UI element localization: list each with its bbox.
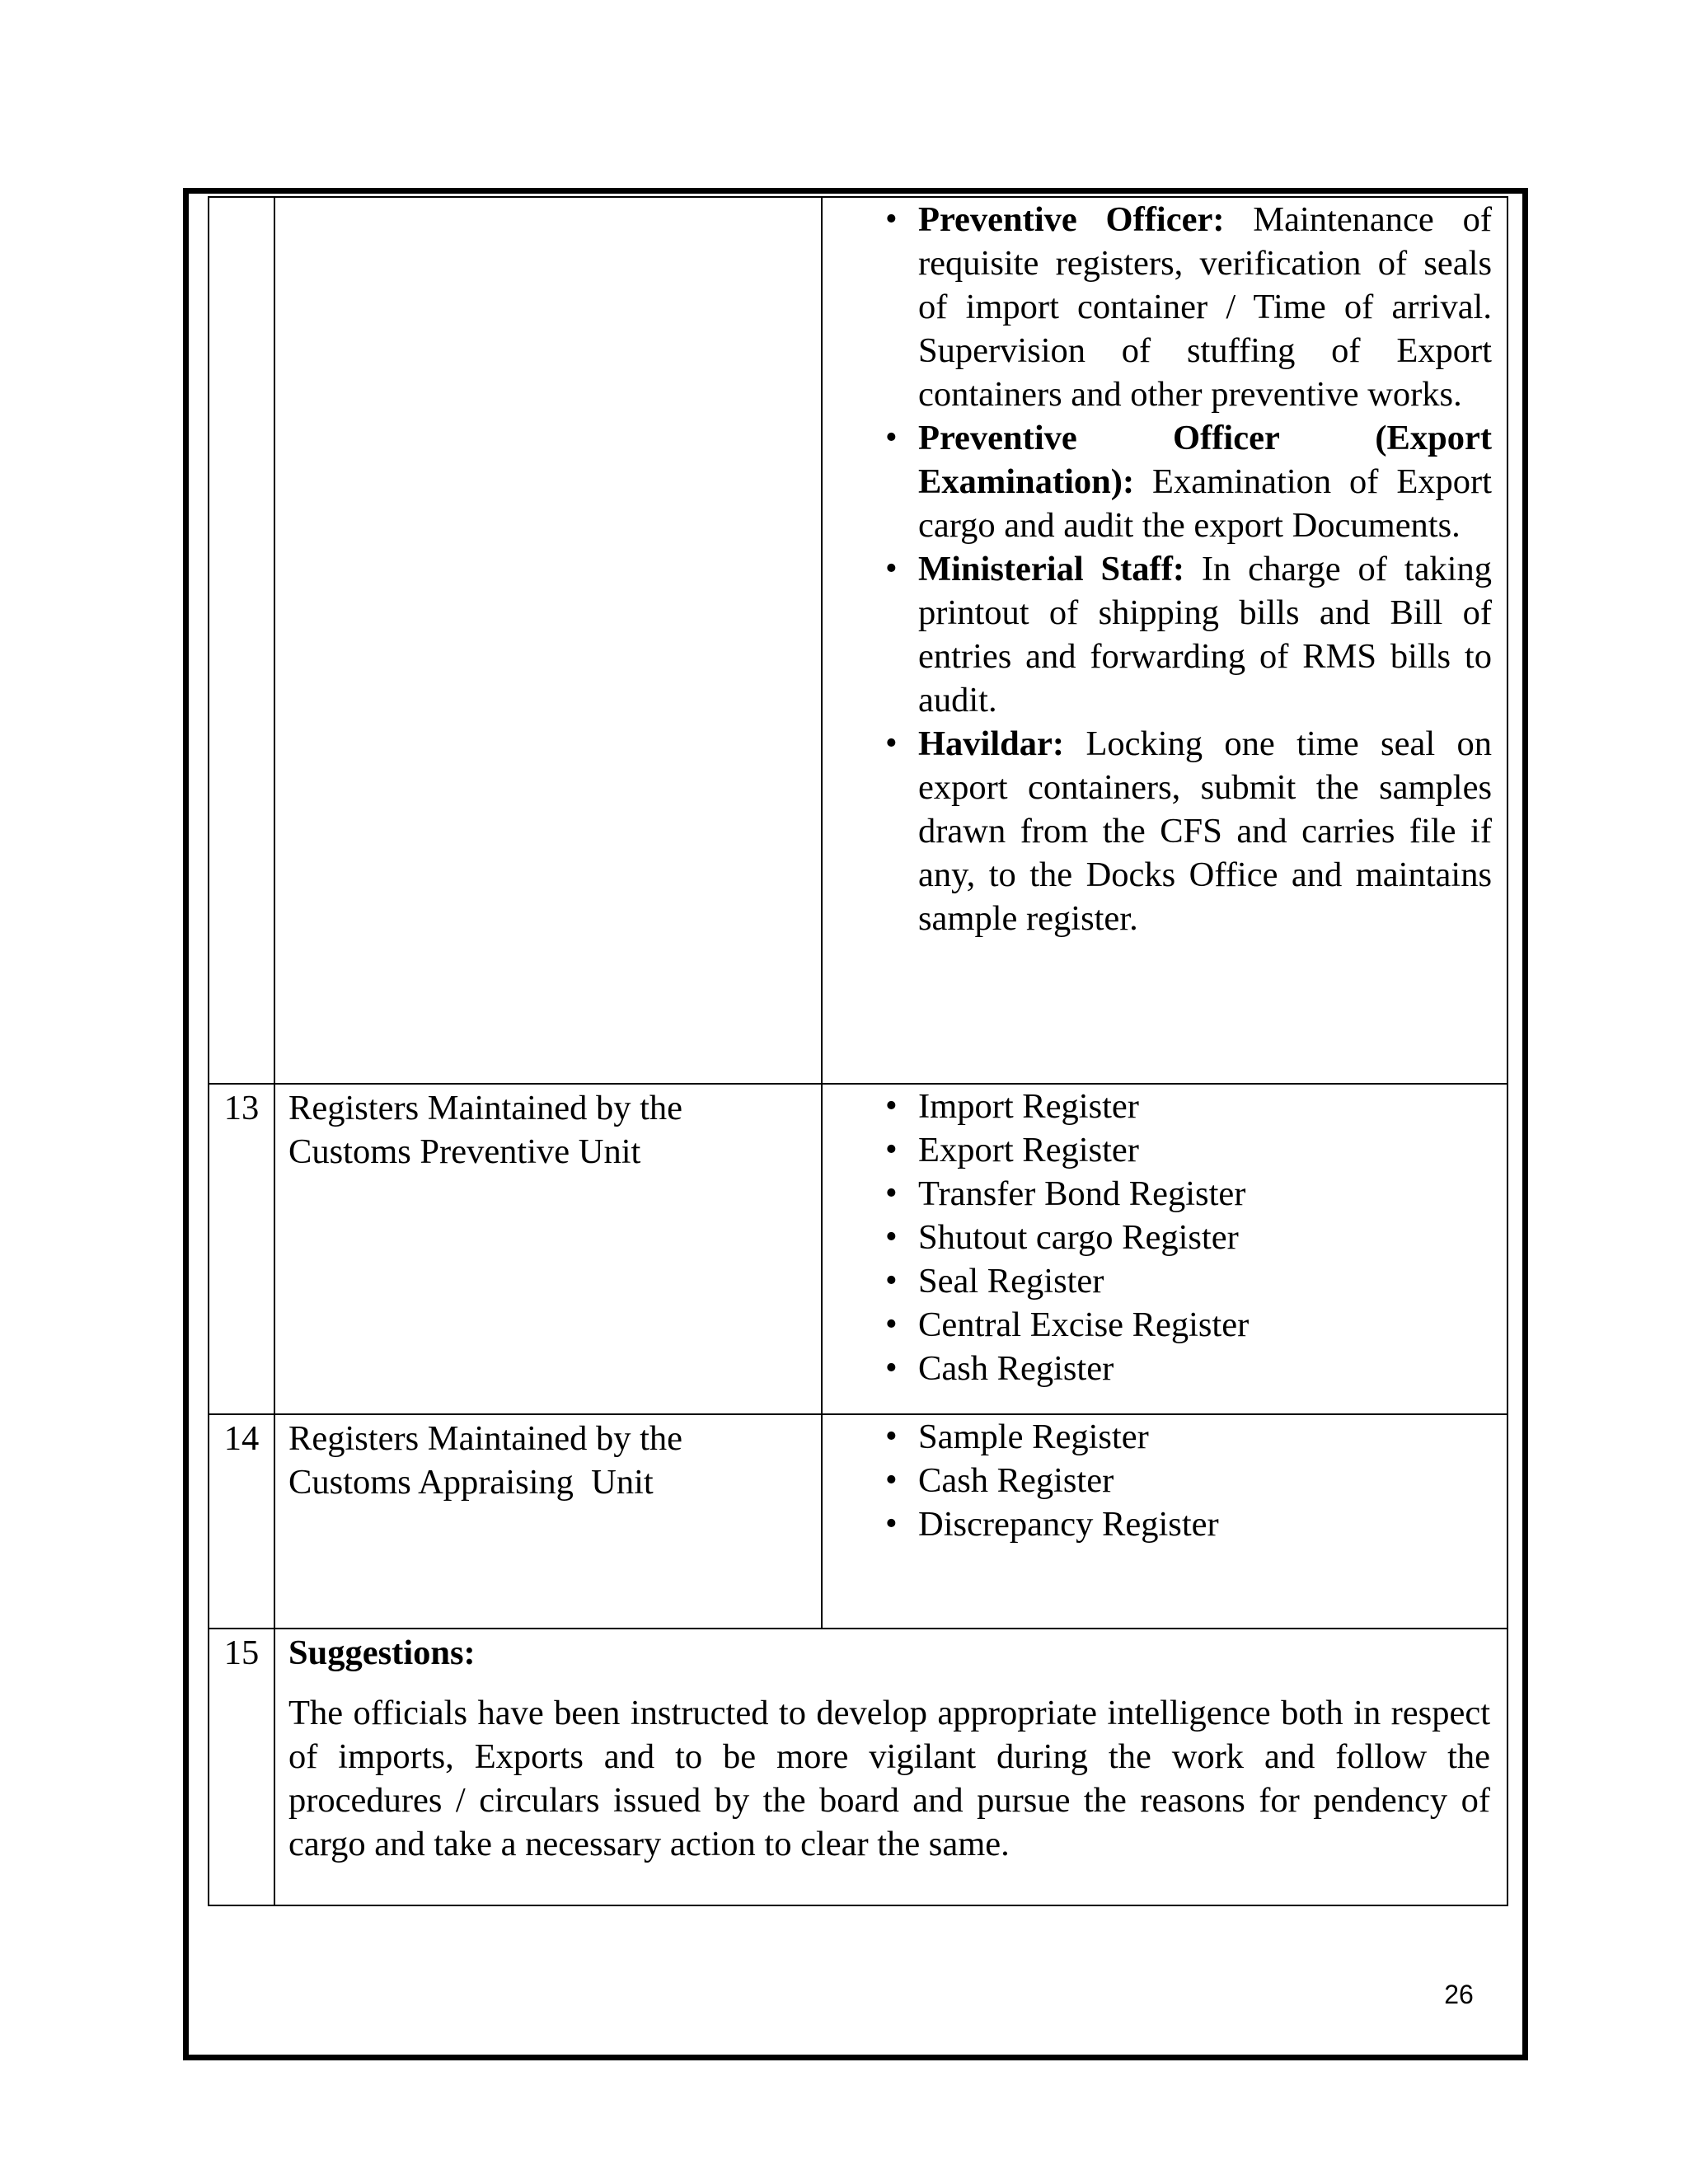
list-item [823,722,1492,940]
table-row-continued [209,197,1507,1084]
page-number: 26 [1444,1980,1474,2009]
list-item: • Central Excise Register [823,1303,1492,1347]
duty-text: Locking one time seal on export containers, submit the samples drawn from the CFS and carries file if any, to the Docks Office and maintains sample register. [918,724,1492,938]
duty-text: In charge of taking printout of shipping bills and Bill of entries and forwarding of RMS bills to audit. [918,550,1492,719]
list-item: • Export Register [823,1128,1492,1172]
list-item: • Seal Register [823,1259,1492,1303]
row-number: 13 [209,1084,274,1414]
duty-text: Examination of Export cargo and audit the export Documents. [918,462,1492,545]
list-item [823,547,1492,722]
list-item: • Discrepancy Register [823,1502,1492,1546]
duties-list [823,198,1492,940]
appraising-registers-list [823,1415,1492,1546]
row-detail-cell [822,197,1507,1084]
table-row-13 [209,1084,1507,1414]
list-item: • Sample Register [823,1415,1492,1459]
table-row-14 [209,1414,1507,1629]
list-item [823,416,1492,547]
row-description-cell [274,197,822,1084]
list-item: • Cash Register [823,1347,1492,1390]
list-item: • Cash Register [823,1459,1492,1502]
preventive-registers-list [823,1085,1492,1390]
duty-term: Preventive Officer: [918,200,1225,239]
suggestions-body: The officials have been instructed to develop appropriate intelligence both in respect of imports, Exports and to be more vigilant during the work and follow the procedures / circulars issued by the board and pursue the reasons for pendency of cargo and take a necessary action to clear the same. [288,1694,1490,1863]
row-number: 15 [209,1629,274,1905]
row-description: Registers Maintained by the Customs Appraising Unit [274,1414,822,1629]
duty-term: Havildar: [918,724,1065,763]
suggestions-title: Suggestions: [288,1633,476,1672]
row-number: 14 [209,1414,274,1629]
list-item: • Shutout cargo Register [823,1216,1492,1259]
list-item [823,198,1492,416]
table-row-15 [209,1629,1507,1905]
row-description: Registers Maintained by the Customs Preventive Unit [274,1084,822,1414]
duty-term: Preventive Officer (Export Examination): [918,419,1492,501]
list-item: • Transfer Bond Register [823,1172,1492,1216]
row-number-cell [209,197,274,1084]
duty-term: Ministerial Staff: [918,550,1185,588]
duty-text: Maintenance of requisite registers, verification of seals of import container / Time of arrival. Supervision of stuffing of Export containers and other preventive works. [918,200,1492,414]
row-detail-cell [822,1414,1507,1629]
list-item: • Import Register [823,1085,1492,1128]
suggestions-cell [274,1629,1507,1905]
row-detail-cell [822,1084,1507,1414]
document-table [208,196,1508,1906]
